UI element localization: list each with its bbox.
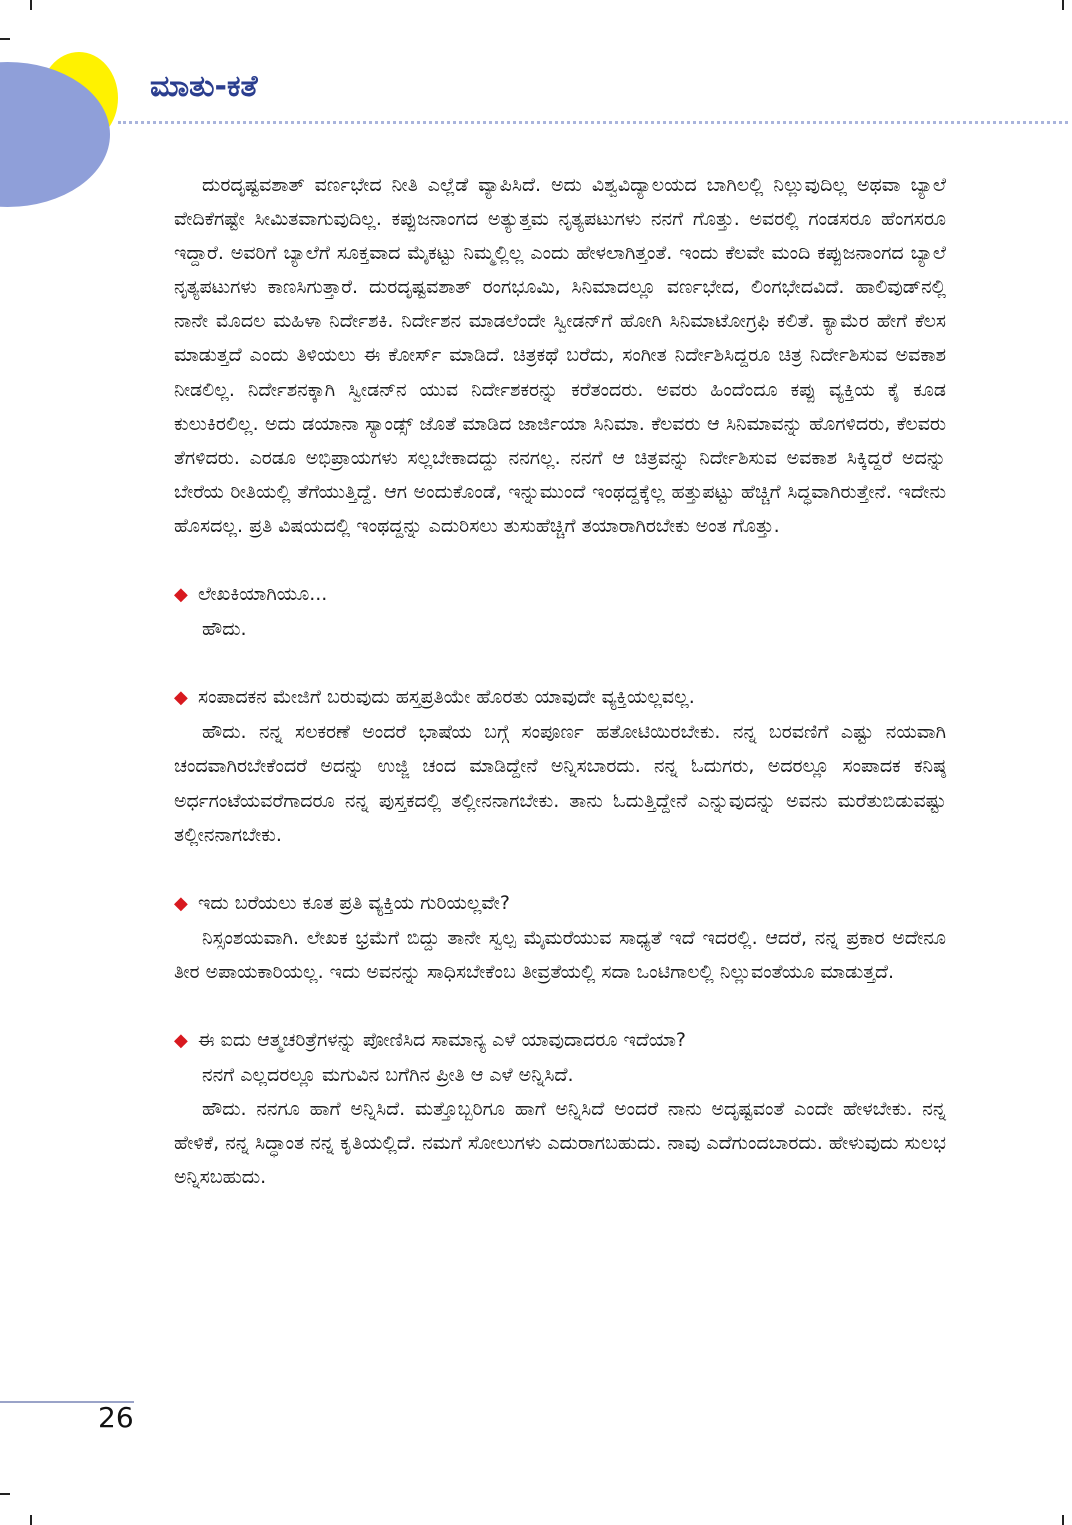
question <box>174 886 946 921</box>
qa-block-3 <box>174 886 946 989</box>
answer: ಹೌದು. ನನ್ನ ಸಲಕರಣೆ ಅಂದರೆ ಭಾಷೆಯ ಬಗ್ಗೆ ಸಂಪೂರ್ಣ ಹತೋಟಿಯಿರಬೇಕು. ನನ್ನ ಬರವಣಿಗೆ ಎಷ್ಟು ನಯವಾಗಿ ಚಂದವಾಗಿರಬೇಕೆಂದರೆ ಅದನ್ನು ಉಜ್ಜಿ ಚಂದ ಮಾಡಿದ್ದೇನೆ ಅನ್ನಿಸಬಾರದು. ನನ್ನ ಓದುಗರು, ಅದರಲ್ಲೂ ಸಂಪಾದಕ ಕನಿಷ್ಠ ಅರ್ಧಗಂಟೆಯವರೆಗಾದರೂ ನನ್ನ ಪುಸ್ತಕದಲ್ಲಿ ತಲ್ಲೀನನಾಗಬೇಕು. ತಾನು ಓದುತ್ತಿದ್ದೇನೆ ಎನ್ನುವುದನ್ನು ಅವನು ಮರೆತುಬಿಡುವಷ್ಟು ತಲ್ಲೀನನಾಗಬೇಕು. <box>174 721 946 846</box>
answer: ಹೌದು. ನನಗೂ ಹಾಗೆ ಅನ್ನಿಸಿದೆ. ಮತ್ತೊಬ್ಬರಿಗೂ ಹಾಗೆ ಅನ್ನಿಸಿದೆ ಅಂದರೆ ನಾನು ಅದೃಷ್ಟವಂತೆ ಎಂದೇ ಹೇಳಬೇಕು. ನನ್ನ ಹೇಳಿಕೆ, ನನ್ನ ಸಿದ್ಧಾಂತ ನನ್ನ ಕೃತಿಯಲ್ಲಿದೆ. ನಮಗೆ ಸೋಲುಗಳು ಎದುರಾಗಬಹುದು. ನಾವು ಎದೆಗುಂದಬಾರದು. ಹೇಳುವುದು ಸುಲಭ ಅನ್ನಿಸಬಹುದು. <box>174 1098 946 1189</box>
qa-block-1 <box>174 577 946 646</box>
crop-mark-bottom-right <box>1062 1515 1064 1525</box>
dotted-rule <box>118 121 1068 124</box>
qa-block-2 <box>174 680 946 851</box>
crop-mark-top-right <box>1062 0 1064 10</box>
answer: ನಿಸ್ಸಂಶಯವಾಗಿ. ಲೇಖಕ ಭ್ರಮೆಗೆ ಬಿದ್ದು ತಾನೇ ಸ್ವಲ್ಪ ಮೈಮರೆಯುವ ಸಾಧ್ಯತೆ ಇದೆ ಇದರಲ್ಲಿ. ಆದರೆ, ನನ್ನ ಪ್ರಕಾರ ಅದೇನೂ ತೀರ ಅಪಾಯಕಾರಿಯಲ್ಲ. ಇದು ಅವನನ್ನು ಸಾಧಿಸಬೇಕೆಂಬ ತೀವ್ರತೆಯಲ್ಲಿ ಸದಾ ಒಂಟಿಗಾಲಲ್ಲಿ ನಿಲ್ಲುವಂತೆಯೂ ಮಾಡುತ್ತದೆ. <box>174 926 946 983</box>
crop-mark-bottom-left <box>30 1515 32 1525</box>
crop-mark-top-left <box>30 0 32 10</box>
question-text: ಲೇಖಕಿಯಾಗಿಯೂ... <box>198 583 328 606</box>
question-text: ಈ ಐದು ಆತ್ಮಚರಿತ್ರೆಗಳನ್ನು ಪೋಣಿಸಿದ ಸಾಮಾನ್ಯ ಎಳೆ ಯಾವುದಾದರೂ ಇದೆಯಾ? <box>198 1028 687 1051</box>
question <box>174 577 946 612</box>
crop-mark-left-top <box>0 38 10 40</box>
question-text: ಸಂಪಾದಕನ ಮೇಜಿಗೆ ಬರುವುದು ಹಸ್ತಪ್ರತಿಯೇ ಹೊರತು ಯಾವುದೇ ವ್ಯಕ್ತಿಯಲ್ಲವಲ್ಲ. <box>198 686 695 709</box>
diamond-bullet-icon: ◆ <box>174 1029 188 1051</box>
question <box>174 680 946 715</box>
section-title: ಮಾತು-ಕತೆ <box>150 69 258 104</box>
answer: ಹೌದು. <box>202 618 247 641</box>
diamond-bullet-icon: ◆ <box>174 687 188 709</box>
crop-mark-left-bottom <box>0 1493 10 1495</box>
question <box>174 1023 946 1058</box>
diamond-bullet-icon: ◆ <box>174 584 188 606</box>
intro-paragraph: ದುರದೃಷ್ಟವಶಾತ್ ವರ್ಣಭೇದ ನೀತಿ ಎಲ್ಲೆಡೆ ವ್ಯಾಪಿಸಿದೆ. ಅದು ವಿಶ್ವವಿದ್ಯಾಲಯದ ಬಾಗಿಲಲ್ಲಿ ನಿಲ್ಲುವುದಿಲ್ಲ ಅಥವಾ ಬ್ಯಾಲೆ ವೇದಿಕೆಗಷ್ಟೇ ಸೀಮಿತವಾಗುವುದಿಲ್ಲ. ಕಪ್ಪುಜನಾಂಗದ ಅತ್ಯುತ್ತಮ ನೃತ್ಯಪಟುಗಳು ನನಗೆ ಗೊತ್ತು. ಅವರಲ್ಲಿ ಗಂಡಸರೂ ಹೆಂಗಸರೂ ಇದ್ದಾರೆ. ಅವರಿಗೆ ಬ್ಯಾಲೆಗೆ ಸೂಕ್ತವಾದ ಮೈಕಟ್ಟು ನಿಮ್ಮಲ್ಲಿಲ್ಲ ಎಂದು ಹೇಳಲಾಗಿತ್ತಂತೆ. ಇಂದು ಕೆಲವೇ ಮಂದಿ ಕಪ್ಪುಜನಾಂಗದ ಬ್ಯಾಲೆ ನೃತ್ಯಪಟುಗಳು ಕಾಣಸಿಗುತ್ತಾರೆ. ದುರದೃಷ್ಟವಶಾತ್ ರಂಗಭೂಮಿ, ಸಿನಿಮಾದಲ್ಲೂ ವರ್ಣಭೇದ, ಲಿಂಗಭೇದವಿದೆ. ಹಾಲಿವುಡ್‌ನಲ್ಲಿ ನಾನೇ ಮೊದಲ ಮಹಿಳಾ ನಿರ್ದೇಶಕಿ. ನಿರ್ದೇಶನ ಮಾಡಲೆಂದೇ ಸ್ವೀಡನ್‌ಗೆ ಹೋಗಿ ಸಿನಿಮಾಟೋಗ್ರಫಿ ಕಲಿತೆ. ಕ್ಯಾಮೆರ ಹೇಗೆ ಕೆಲಸ ಮಾಡುತ್ತದೆ ಎಂದು ತಿಳಿಯಲು ಈ ಕೋರ್ಸ್ ಮಾಡಿದೆ. ಚಿತ್ರಕಥೆ ಬರೆದು, ಸಂಗೀತ ನಿರ್ದೇಶಿಸಿದ್ದರೂ ಚಿತ್ರ ನಿರ್ದೇಶಿಸುವ ಅವಕಾಶ ನೀಡಲಿಲ್ಲ. ನಿರ್ದೇಶನಕ್ಕಾಗಿ ಸ್ವೀಡನ್‌ನ ಯುವ ನಿರ್ದೇಶಕರನ್ನು ಕರೆತಂದರು. ಅವರು ಹಿಂದೆಂದೂ ಕಪ್ಪು ವ್ಯಕ್ತಿಯ ಕೈ ಕೂಡ ಕುಲುಕಿರಲಿಲ್ಲ. ಅದು ಡಯಾನಾ ಸ್ಯಾಂಡ್ಸ್ ಜೊತೆ ಮಾಡಿದ ಜಾರ್ಜಿಯಾ ಸಿನಿಮಾ. ಕೆಲವರು ಆ ಸಿನಿಮಾವನ್ನು ಹೊಗಳಿದರು, ಕೆಲವರು ತೆಗಳಿದರು. ಎರಡೂ ಅಭಿಪ್ರಾಯಗಳು ಸಲ್ಲಬೇಕಾದದ್ದು ನನಗಲ್ಲ. ನನಗೆ ಆ ಚಿತ್ರವನ್ನು ನಿರ್ದೇಶಿಸುವ ಅವಕಾಶ ಸಿಕ್ಕಿದ್ದರೆ ಅದನ್ನು ಬೇರೆಯ ರೀತಿಯಲ್ಲಿ ತೆಗೆಯುತ್ತಿದ್ದೆ. ಆಗ ಅಂದುಕೊಂಡೆ, ಇನ್ನುಮುಂದೆ ಇಂಥದ್ದಕ್ಕೆಲ್ಲ ಹತ್ತುಪಟ್ಟು ಹೆಚ್ಚಿಗೆ ಸಿದ್ಧವಾಗಿರುತ್ತೇನೆ. ಇದೇನು ಹೊಸದಲ್ಲ. ಪ್ರತಿ ವಿಷಯದಲ್ಲಿ ಇಂಥದ್ದನ್ನು ಎದುರಿಸಲು ತುಸುಹೆಚ್ಚಿಗೆ ತಯಾರಾಗಿರಬೇಕು ಅಂತ ಗೊತ್ತು. <box>174 174 946 537</box>
page-number: 26 <box>98 1401 134 1434</box>
answer: ನನಗೆ ಎಲ್ಲದರಲ್ಲೂ ಮಗುವಿನ ಬಗೆಗಿನ ಪ್ರೀತಿ ಆ ಎಳೆ ಅನ್ನಿಸಿದೆ. <box>202 1064 574 1087</box>
question-text: ಇದು ಬರೆಯಲು ಕೂತ ಪ್ರತಿ ವ್ಯಕ್ತಿಯ ಗುರಿಯಲ್ಲವೇ? <box>198 891 510 914</box>
article-body <box>174 168 946 1194</box>
diamond-bullet-icon: ◆ <box>174 892 188 914</box>
qa-block-4 <box>174 1023 946 1194</box>
